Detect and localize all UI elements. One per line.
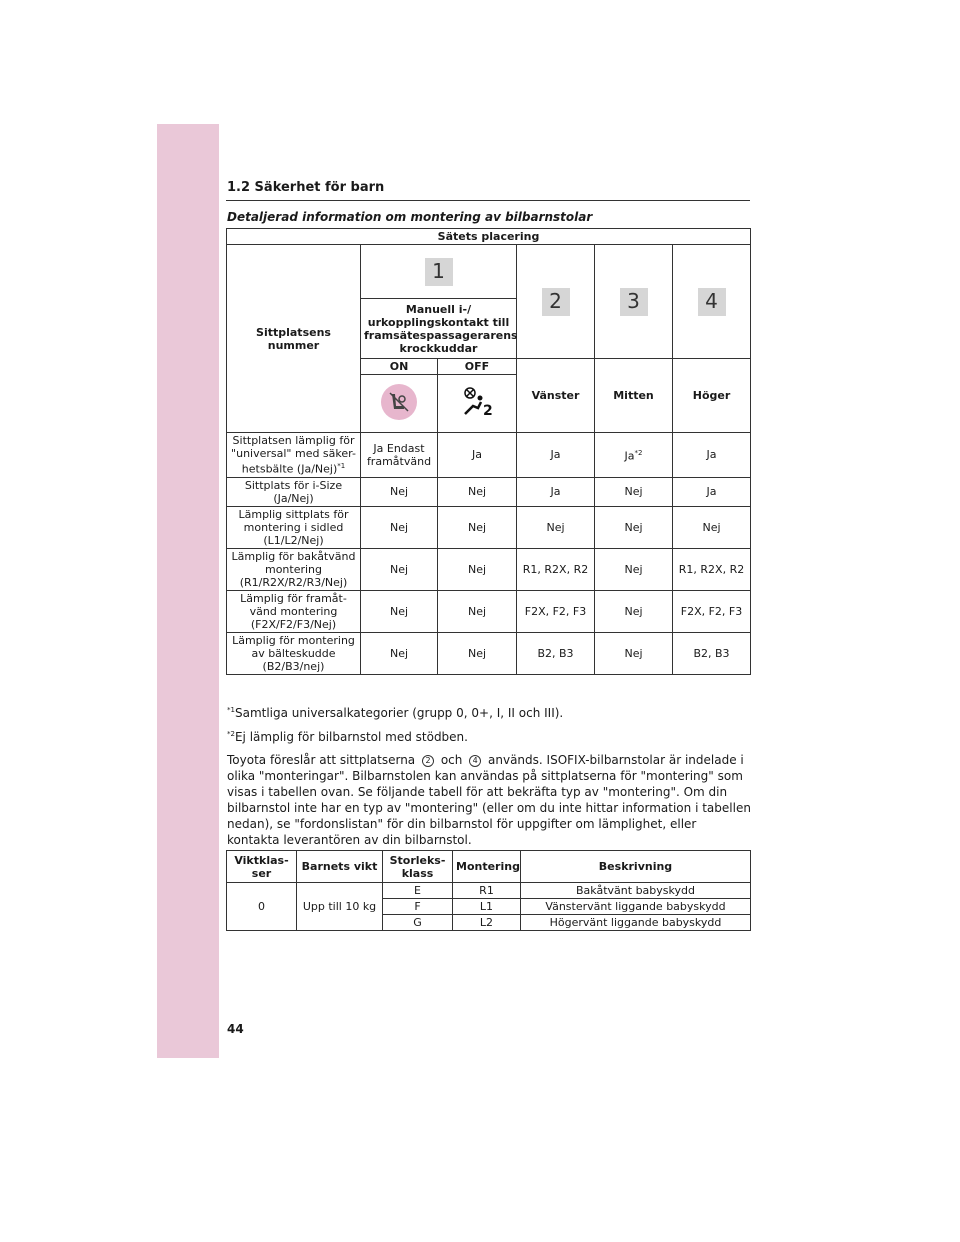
cell-description: Bakåtvänt babyskydd (521, 883, 751, 899)
table-row (227, 632, 751, 674)
seat-number-1: 1 (425, 258, 453, 286)
subtitle: Detaljerad information om montering av bilbarnstolar (227, 210, 593, 224)
cell-off: Nej (438, 506, 517, 548)
footnote-text: Samtliga universalkategorier (grupp 0, 0+, I, II och III). (234, 706, 564, 720)
footnote-mark: *2 (227, 730, 235, 738)
row-label: Lämplig för framåt- vänd montering (F2X/F2/F3/Nej) (227, 590, 361, 632)
footnote-mark: *1 (337, 462, 346, 470)
manual-switch-label: Manuell i-/ urkopplingskontakt till framsätespassagerarens krockkuddar (361, 299, 517, 359)
row-label: Lämplig sittplats för montering i sidled (L1/L2/Nej) (227, 506, 361, 548)
cell-on: Nej (361, 548, 438, 590)
table-header-seat-placement: Sätets placering (227, 229, 751, 245)
cell-on: Ja Endast framåtvänd (361, 433, 438, 478)
cell-right: Ja (673, 433, 751, 478)
cell-right: Nej (673, 506, 751, 548)
footnote-mark: *2 (634, 449, 643, 457)
seat-number-4: 4 (698, 288, 726, 316)
off-label: OFF (438, 359, 517, 375)
weight-class-table (226, 850, 751, 931)
position-middle-label: Mitten (595, 359, 673, 433)
cell-right: F2X, F2, F3 (673, 590, 751, 632)
cell-size-class: E (383, 883, 453, 899)
on-label: ON (361, 359, 438, 375)
cell-middle: Ja (624, 449, 635, 463)
cell-right: Ja (673, 477, 751, 506)
cell-middle: Nej (595, 590, 673, 632)
row-label: Lämplig för montering av bälteskudde (B2/B3/nej) (227, 632, 361, 674)
cell-weight-class: 0 (227, 883, 297, 931)
cell-middle: Nej (595, 548, 673, 590)
table-row (227, 433, 751, 478)
cell-left: R1, R2X, R2 (517, 548, 595, 590)
footnote-2 (227, 730, 468, 744)
section-title: 1.2 Säkerhet för barn (227, 180, 385, 195)
footnote-mark: *1 (227, 706, 235, 714)
header-description: Beskrivning (521, 851, 751, 883)
cell-on: Nej (361, 632, 438, 674)
table-row (227, 883, 751, 899)
cell-middle: Nej (595, 632, 673, 674)
cell-size-class: F (383, 899, 453, 915)
cell-left: Ja (517, 433, 595, 478)
cell-off: Ja (438, 433, 517, 478)
cell-right: R1, R2X, R2 (673, 548, 751, 590)
cell-description: Högervänt liggande babyskydd (521, 915, 751, 931)
seat-placement-table (226, 228, 751, 675)
section-divider (226, 200, 750, 201)
paragraph-text-2: och (440, 753, 463, 767)
paragraph-text-1: Toyota föreslår att sittplatserna (227, 753, 416, 767)
row-label: Lämplig för bakåtvänd montering (R1/R2X/R2/R3/Nej) (227, 548, 361, 590)
page-tab-sidebar (157, 124, 219, 1058)
cell-off: Nej (438, 477, 517, 506)
airbag-off-icon (459, 384, 495, 420)
seat-2-marker: 2 (422, 755, 434, 767)
cell-middle: Nej (595, 506, 673, 548)
header-weight-class: Viktklas- ser (227, 851, 297, 883)
cell-left: F2X, F2, F3 (517, 590, 595, 632)
cell-left: Ja (517, 477, 595, 506)
table-row (227, 477, 751, 506)
cell-left: B2, B3 (517, 632, 595, 674)
seat-number-label: Sittplatsens nummer (227, 245, 361, 433)
cell-mounting: L1 (453, 899, 521, 915)
cell-on: Nej (361, 506, 438, 548)
footnote-1 (227, 706, 563, 720)
body-paragraph (227, 752, 751, 848)
page-number: 44 (227, 1022, 244, 1036)
seat-number-2: 2 (542, 288, 570, 316)
header-mounting: Montering (453, 851, 521, 883)
svg-text:2: 2 (483, 403, 493, 419)
seat-4-marker: 4 (469, 755, 481, 767)
header-child-weight: Barnets vikt (297, 851, 383, 883)
cell-right: B2, B3 (673, 632, 751, 674)
footnote-text: Ej lämplig för bilbarnstol med stödben. (234, 730, 468, 744)
row-label: Sittplatsen lämplig för "universal" med säker- hetsbälte (Ja/Nej) (231, 434, 356, 476)
cell-middle: Nej (595, 477, 673, 506)
position-right-label: Höger (673, 359, 751, 433)
table-row (227, 548, 751, 590)
row-label: Sittplats för i-Size (Ja/Nej) (227, 477, 361, 506)
cell-mounting: L2 (453, 915, 521, 931)
airbag-on-icon (381, 384, 417, 420)
cell-off: Nej (438, 632, 517, 674)
header-size-class: Storleks- klass (383, 851, 453, 883)
cell-on: Nej (361, 590, 438, 632)
cell-on: Nej (361, 477, 438, 506)
cell-child-weight: Upp till 10 kg (297, 883, 383, 931)
cell-description: Vänstervänt liggande babyskydd (521, 899, 751, 915)
table-row (227, 506, 751, 548)
cell-left: Nej (517, 506, 595, 548)
position-left-label: Vänster (517, 359, 595, 433)
cell-size-class: G (383, 915, 453, 931)
cell-off: Nej (438, 590, 517, 632)
table-row (227, 590, 751, 632)
cell-mounting: R1 (453, 883, 521, 899)
seat-number-3: 3 (620, 288, 648, 316)
paragraph-text-3: används. ISOFIX-bilbarnstolar är indelade i olika "monteringar". Bilbarnstolen kan användas på sittplatserna för "montering" som visas i tabellen ovan. Se följande tabell för att bekräfta typ av "montering". Om din bilbarnstol inte har en typ av "montering" (eller om du inte hittar information i tabellen nedan), se "fordonslistan" för din bilbarnstol för uppgifter om lämplighet, eller kontakta leverantören av din bilbarnstol. (227, 753, 751, 847)
cell-off: Nej (438, 548, 517, 590)
